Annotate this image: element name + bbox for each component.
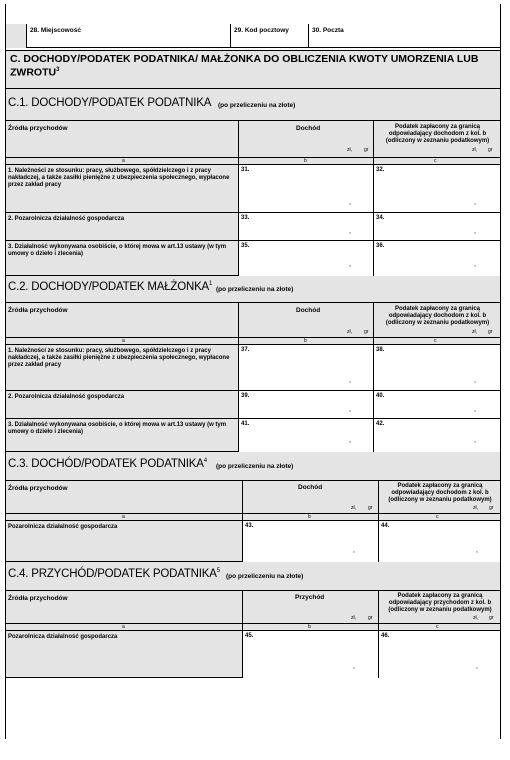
c4-source-header: Źródła przychodów [8, 595, 68, 602]
field-41[interactable]: 41. , [238, 419, 373, 452]
post-office-label: 30. Poczta [312, 27, 344, 34]
c4-tax-col: Podatek zapłacony za granicą odpowiadający przychodom z kol. b (odliczony w zeznaniu podatkowym) zł, gr [378, 591, 500, 631]
section-c-title: C. DOCHODY/PODATEK PODATNIKA/ MAŁŻONKA DO OBLICZENIA KWOTY UMORZENIA LUB ZWROTU$^3$ [10, 53, 479, 79]
c2-letter-row: a b c [6, 337, 500, 345]
c3-note: (po przeliczeniu na złote) [216, 463, 294, 470]
field-33[interactable]: 33. , [238, 213, 373, 241]
c4-row: Pozarolnicza działalność gospodarcza 45. , 46. , [6, 630, 500, 678]
c2-row-1: 1. Należności ze stosunku: pracy, służbowego, spółdzielczego i z pracy nakładczej, a także zasiłki pieniężne z ubezpieczenia społecznego, wypłacone przez zakład pracy 37. , 38. , [6, 344, 500, 390]
field-36[interactable]: 36. , [373, 241, 500, 276]
c3-header [6, 452, 500, 480]
c1-row-3: 3. Działalność wykonywana osobiście, o której mowa w art.13 ustawy (w tym umowy o dzieło i zlecenia) 35. , 36. , [6, 240, 500, 276]
c2-row-3: 3. Działalność wykonywana osobiście, o której mowa w art.13 ustawy (w tym umowy o dzieło i zlecenia) 41. , 42. , [6, 418, 500, 452]
c2-column-header [6, 302, 500, 344]
field-35[interactable]: 35. , [238, 241, 373, 276]
c1-source-header: Źródła przychodów [8, 125, 68, 132]
c4-letter-row: a b c [6, 623, 500, 631]
c2-header [6, 276, 500, 302]
postal-code-field[interactable] [230, 24, 308, 48]
field-31[interactable]: 31. , [238, 165, 373, 213]
c3-letter-row: a b c [6, 513, 500, 521]
c3-income-col: Dochód zł, gr [242, 481, 378, 521]
field-42[interactable]: 42. , [373, 419, 500, 452]
c4-column-header [6, 590, 500, 630]
c4-revenue-col: Przychód zł, gr [242, 591, 378, 631]
city-field[interactable] [26, 24, 230, 48]
field-40[interactable]: 40. , [373, 391, 500, 419]
field-46[interactable]: 46. , [378, 631, 500, 678]
c1-letter-row: a b c [6, 157, 500, 165]
field-39[interactable]: 39. , [238, 391, 373, 419]
c2-source-header: Źródła przychodów [8, 307, 68, 314]
post-office-field[interactable] [308, 24, 500, 48]
field-45[interactable]: 45. , [242, 631, 378, 678]
c1-note: (po przeliczeniu na złote) [218, 102, 296, 109]
c1-tax-col: Podatek zapłacony za granicą odpowiadający dochodom z kol. b (odliczony w zeznaniu podatkowym) zł, gr [373, 121, 500, 165]
c1-row-2: 2. Pozarolnicza działalność gospodarcza 33. , 34. , [6, 212, 500, 240]
c1-header [6, 88, 500, 120]
c1-title: C.1. DOCHODY/PODATEK PODATNIKA [8, 97, 212, 109]
address-row-gutter [6, 24, 26, 48]
c2-row-2: 2. Pozarolnicza działalność gospodarcza 39. , 40. , [6, 390, 500, 418]
c3-column-header [6, 480, 500, 520]
field-34[interactable]: 34. , [373, 213, 500, 241]
field-32[interactable]: 32. , [373, 165, 500, 213]
field-38[interactable]: 38. , [373, 345, 500, 391]
c3-row: Pozarolnicza działalność gospodarcza 43. , 44. , [6, 520, 500, 562]
c2-title: C.2. DOCHODY/PODATEK MAŁŻONKA$^1$ [8, 281, 213, 293]
c1-row-1: 1. Należności ze stosunku: pracy, służbowego, spółdzielczego i z pracy nakładczej, a także zasiłki pieniężne z ubezpieczenia społecznego, wypłacone przez zakład pracy 31. , 32. , [6, 164, 500, 212]
c4-note: (po przeliczeniu na złote) [226, 573, 304, 580]
c3-tax-col: Podatek zapłacony za granicą odpowiadający dochodom z kol. b (odliczony w zeznaniu podatkowym) zł, gr [378, 481, 500, 521]
c4-title: C.4. PRZYCHÓD/PODATEK PODATNIKA$^5$ [8, 568, 220, 580]
field-43[interactable]: 43. , [242, 521, 378, 562]
c2-income-col: Dochód zł, gr [238, 303, 373, 345]
c2-note: (po przeliczeniu na złote) [216, 286, 294, 293]
c1-column-header [6, 120, 500, 164]
section-c-header [6, 50, 500, 88]
c4-header [6, 562, 500, 590]
field-44[interactable]: 44. , [378, 521, 500, 562]
field-37[interactable]: 37. , [238, 345, 373, 391]
c2-tax-col: Podatek zapłacony za granicą odpowiadający dochodom z kol. b (odliczony w zeznaniu podatkowym) zł, gr [373, 303, 500, 345]
c3-source-header: Źródła przychodów [8, 485, 68, 492]
postal-code-label: 29. Kod pocztowy [234, 27, 289, 34]
c1-income-col: Dochód zł, gr [238, 121, 373, 165]
city-label: 28. Miejscowość [30, 27, 81, 34]
c3-title: C.3. DOCHÓD/PODATEK PODATNIKA$^4$ [8, 458, 207, 470]
